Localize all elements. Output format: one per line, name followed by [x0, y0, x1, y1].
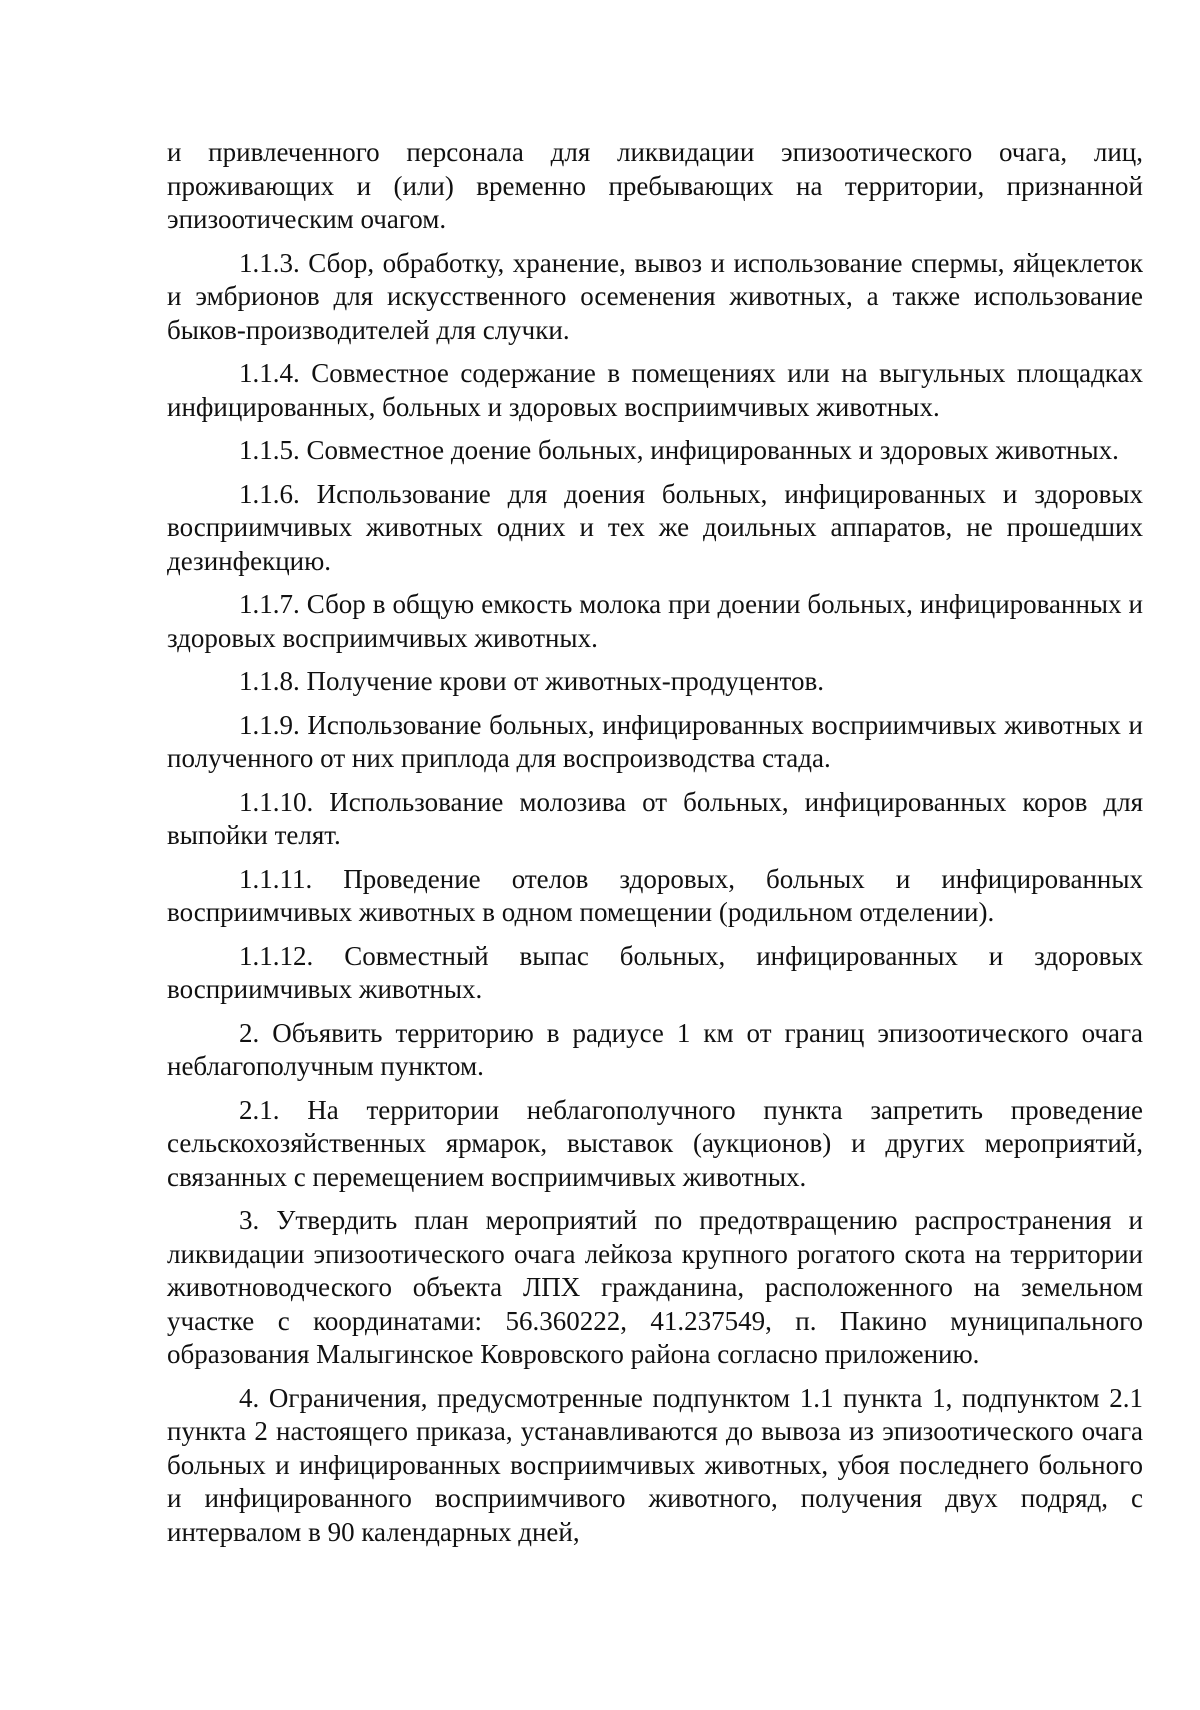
paragraph-4: 4. Ограничения, предусмотренные подпунктом 1.1 пункта 1, подпунктом 2.1 пункта 2 настоящего приказа, устанавливаются до вывоза из эпизоотического очага больных и инфицированных восприимчивых животных, убоя последнего больного и инфицированного восприимчивого животного, получения двух подряд, с интервалом в 90 календарных дней,	[167, 1382, 1143, 1547]
paragraph-1-1-6: 1.1.6. Использование для доения больных, инфицированных и здоровых восприимчивых животных одних и тех же доильных аппаратов, не прошедших дезинфекцию.	[167, 478, 1143, 576]
paragraph-continuation: и привлеченного персонала для ликвидации эпизоотического очага, лиц, проживающих и (или) временно пребывающих на территории, признанной эпизоотическим очагом.	[167, 137, 1143, 234]
paragraph-1-1-12: 1.1.12. Совместный выпас больных, инфицированных и здоровых восприимчивых животных.	[167, 940, 1143, 1004]
paragraph-1-1-9: 1.1.9. Использование больных, инфицированных восприимчивых животных и полученного от них приплода для воспроизводства стада.	[167, 709, 1143, 773]
paragraph-3: 3. Утвердить план мероприятий по предотвращению распространения и ликвидации эпизоотического очага лейкоза крупного рогатого скота на территории животноводческого объекта ЛПХ гражданина, расположенного на земельном участке с координатами: 56.360222, 41.237549, п. Пакино муниципального образования Малыгинское Ковровского района согласно приложению.	[167, 1205, 1143, 1369]
paragraph-1-1-5: 1.1.5. Совместное доение больных, инфицированных и здоровых животных.	[239, 435, 1119, 465]
paragraph-2: 2. Объявить территорию в радиусе 1 км от границ эпизоотического очага неблагополучным пунктом.	[167, 1017, 1143, 1081]
paragraph-1-1-3: 1.1.3. Сбор, обработку, хранение, вывоз и использование спермы, яйцеклеток и эмбрионов для искусственного осеменения животных, а также использование быков-производителей для случки.	[167, 247, 1143, 345]
paragraph-1-1-8: 1.1.8. Получение крови от животных-продуцентов.	[239, 666, 824, 696]
paragraph-1-1-10: 1.1.10. Использование молозива от больных, инфицированных коров для выпойки телят.	[167, 786, 1143, 850]
paragraph-1-1-7: 1.1.7. Сбор в общую емкость молока при доении больных, инфицированных и здоровых восприимчивых животных.	[167, 589, 1143, 653]
paragraph-2-1: 2.1. На территории неблагополучного пункта запретить проведение сельскохозяйственных ярмарок, выставок (аукционов) и других мероприятий, связанных с перемещением восприимчивых животных.	[167, 1094, 1143, 1192]
document-body	[167, 136, 1143, 1549]
paragraph-1-1-11: 1.1.11. Проведение отелов здоровых, больных и инфицированных восприимчивых животных в одном помещении (родильном отделении).	[167, 863, 1143, 927]
paragraph-1-1-4: 1.1.4. Совместное содержание в помещениях или на выгульных площадках инфицированных, больных и здоровых восприимчивых животных.	[167, 358, 1143, 422]
